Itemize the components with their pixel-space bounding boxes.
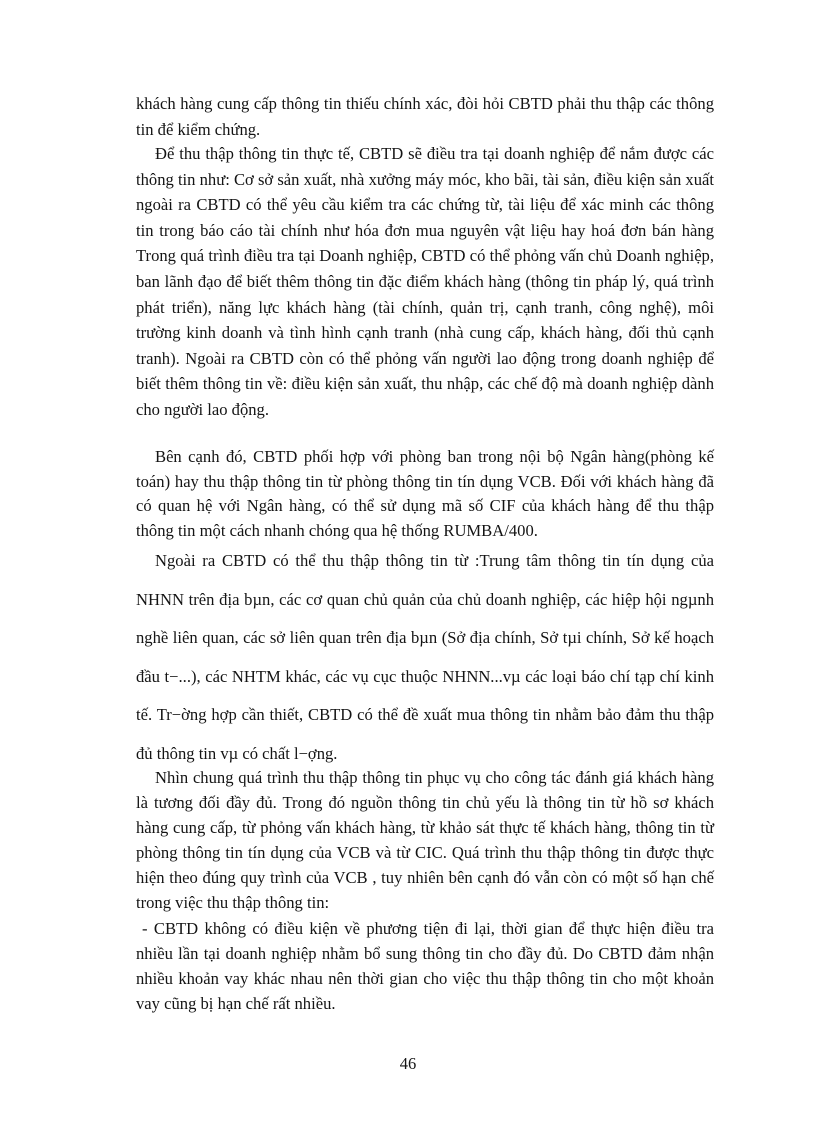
paragraph-limitation-item: - CBTD không có điều kiện về phương tiện đi lại, thời gian để thực hiện điều tra nhiều lần tại doanh nghiệp nhằm bổ sung thông tin cho đầy đủ. Do CBTD đảm nhận nhiều khoản vay khác nhau nên thời gian cho việc thu thập thông tin cho một khoản vay cũng bị hạn chế rất nhiều. [136, 918, 714, 1013]
text-block-internal-sources [136, 445, 714, 544]
paragraph-field-survey: Để thu thập thông tin thực tế, CBTD sẽ điều tra tại doanh nghiệp để nắm được các thông tin như: Cơ sở sản xuất, nhà xưởng máy móc, kho bãi, tài sản, điều kiện sản xuất ngoài ra CBTD có thể yêu cầu kiểm tra các chứng từ, tài liệu để xác minh các thông tin trong báo cáo tài chính như hóa đơn mua nguyên vật liệu hay hoá đơn bán hàng Trong quá trình điều tra tại Doanh nghiệp, CBTD có thể phỏng vấn chủ Doanh nghiệp, ban lãnh đạo để biết thêm thông tin đặc điểm khách hàng (thông tin pháp lý, quá trình phát triển), năng lực khách hàng (tài chính, quản trị, cạnh tranh, công nghệ), môi trường kinh doanh và tình hình cạnh tranh (nhà cung cấp, khách hàng, đối thủ cạnh tranh). Ngoài ra CBTD còn có thể phỏng vấn người lao động trong doanh nghiệp để biết thêm thông tin về: điều kiện sản xuất, thu nhập, các chế độ mà doanh nghiệp dành cho người lao động. [136, 144, 714, 419]
page-number: 46 [399, 1054, 417, 1073]
paragraph-continuation: khách hàng cung cấp thông tin thiếu chính xác, đòi hỏi CBTD phải thu thập các thông tin để kiểm chứng. [136, 94, 714, 139]
paragraph-internal-sources: Bên cạnh đó, CBTD phối hợp với phòng ban trong nội bộ Ngân hàng(phòng kế toán) hay thu thập thông tin từ phòng thông tin tín dụng VCB. Đối với khách hàng đã có quan hệ với Ngân hàng, có thể sử dụng mã số CIF của khách hàng để thu thập thông tin một cách nhanh chóng qua hệ thống RUMBA/400. [136, 447, 714, 541]
text-block-assessment [136, 765, 714, 1016]
text-block-intro [136, 91, 714, 142]
text-block-external-sources [136, 542, 714, 773]
paragraph-assessment: Nhìn chung quá trình thu thập thông tin phục vụ cho công tác đánh giá khách hàng là tương đối đầy đủ. Trong đó nguồn thông tin chủ yếu là thông tin từ hồ sơ khách hàng cung cấp, từ phỏng vấn khách hàng, từ khảo sát thực tế khách hàng, thông tin từ phòng thông tin tín dụng của VCB và từ CIC. Quá trình thu thập thông tin được thực hiện theo đúng quy trình của VCB , tuy nhiên bên cạnh đó vẫn còn có một số hạn chế trong việc thu thập thông tin: [136, 768, 714, 913]
paragraph-external-sources: Ngoài ra CBTD có thể thu thập thông tin từ :Trung tâm thông tin tín dụng của NHNN trên địa bµn, các cơ quan chủ quản của chủ doanh nghiệp, các hiệp hội ngµnh nghề liên quan, các sở liên quan trên địa bµn (Sở địa chính, Sở tµi chính, Sở kế hoạch đầu t−...), các NHTM khác, các vụ cục thuộc NHNN...vµ các loại báo chí tạp chí kinh tế. Tr−ờng hợp cần thiết, CBTD có thể đề xuất mua thông tin nhằm bảo đảm thu thập đủ thông tin vµ có chất l−ợng. [136, 551, 714, 763]
text-block-field-survey [136, 141, 714, 423]
